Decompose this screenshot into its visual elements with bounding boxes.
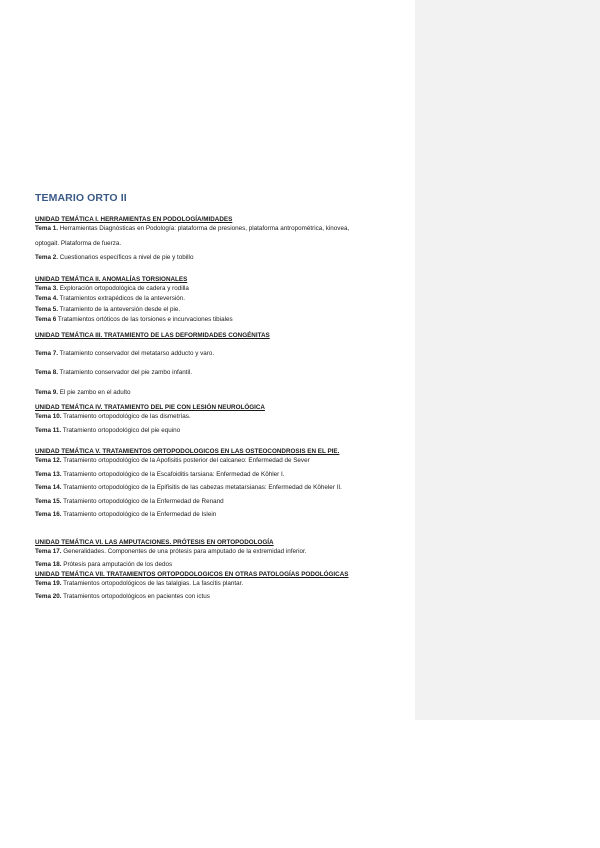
- document-body: [35, 192, 410, 603]
- tema-line: Tema 13. Tratamiento ortopodológico de la Escafoiditis tarsiana: Enfermedad de Köhler I.: [35, 470, 285, 478]
- tema-line: Tema 1. Herramientas Diagnósticas en Podología: plataforma de presiones, plataforma antropométrica, kinovea,: [35, 225, 350, 232]
- comment-pane: [415, 0, 600, 720]
- tema-line: Tema 14. Tratamiento ortopodológico de la Epifisitis de las cabezas metatarsianas: Enfermedad de Köheler II.: [35, 484, 342, 491]
- document-title: TEMARIO ORTO II: [35, 192, 127, 204]
- unit-heading: UNIDAD TEMÁTICA I. HERRAMIENTAS EN PODOLOGÍA/MIDADES: [35, 216, 233, 223]
- unit-section: [35, 539, 410, 571]
- tema-line: Tema 16. Tratamiento ortopodológico de la Enfermedad de Islein: [35, 511, 217, 518]
- unit-section: [35, 404, 410, 436]
- tema-line: Tema 12. Tratamiento ortopodológico de la Apofisitis posterior del calcaneo: Enfermedad de Sever: [35, 457, 310, 464]
- tema-line: Tema 5. Tratamiento de la anteversión desde el pie.: [35, 305, 181, 313]
- unit-section: [35, 332, 410, 399]
- tema-line: Tema 10. Tratamiento ortopodológico de las dismetrías.: [35, 413, 191, 420]
- tema-line: Tema 11. Tratamiento ortopodológico del pie equino: [35, 426, 181, 434]
- tema-line: Tema 2. Cuestionarios específicos a nivel de pie y tobillo: [35, 254, 194, 261]
- tema-line: Tema 7. Tratamiento conservador del metatarso adducto y varo.: [35, 349, 215, 357]
- unit-heading: UNIDAD TEMÁTICA VII. TRATAMIENTOS ORTOPODOLOGICOS EN OTRAS PATOLOGÍAS PODOLÓGICAS: [35, 570, 349, 578]
- tema-line: Tema 3. Exploración ortopodológica de cadera y rodilla: [35, 284, 189, 292]
- tema-line: optogait. Plataforma de fuerza.: [35, 239, 122, 247]
- tema-line: Tema 4. Tratamientos extrapédicos de la anteversión.: [35, 295, 186, 302]
- unit-heading: UNIDAD TEMÁTICA II. ANOMALÍAS TORSIONALES: [35, 275, 188, 283]
- tema-line: Tema 8. Tratamiento conservador del pie zambo infantil.: [35, 369, 193, 376]
- unit-heading: UNIDAD TEMÁTICA V. TRATAMIENTOS ORTOPODOLOGICOS EN LAS OSTEOCONDROSIS EN EL PIE.: [35, 448, 340, 455]
- unit-heading: UNIDAD TEMÁTICA IV. TRATAMIENTO DEL PIE CON LESIÓN NEUROLÓGICA: [35, 404, 265, 411]
- unit-section: [35, 216, 410, 264]
- unit-section: [35, 448, 410, 521]
- unit-heading: UNIDAD TEMÁTICA VI. LAS AMPUTACIONES. PRÓTESIS EN ORTOPODOLOGÍA: [35, 538, 274, 546]
- tema-line: Tema 18. Prótesis para amputación de los dedos: [35, 561, 173, 568]
- tema-line: Tema 15. Tratamiento ortopodológico de la Enfermedad de Renand: [35, 497, 224, 505]
- unit-section: [35, 571, 410, 603]
- tema-line: Tema 19. Tratamientos ortopodológicos de las talalgias. La fascitis plantar.: [35, 579, 244, 587]
- tema-line: Tema 17. Generalidades. Componentes de una prótesis para amputado de la extremidad inferior.: [35, 547, 307, 555]
- unit-section: [35, 276, 410, 326]
- tema-line: Tema 9. El pie zambo en el adulto: [35, 388, 131, 396]
- tema-line: Tema 6 Tratamientos ortóticos de las torsiones e incurvaciones tibiales: [35, 316, 233, 323]
- unit-heading: UNIDAD TEMÁTICA III. TRATAMIENTO DE LAS DEFORMIDADES CONGÉNITAS: [35, 331, 270, 339]
- tema-line: Tema 20. Tratamientos ortopodológicos en pacientes con ictus: [35, 593, 210, 600]
